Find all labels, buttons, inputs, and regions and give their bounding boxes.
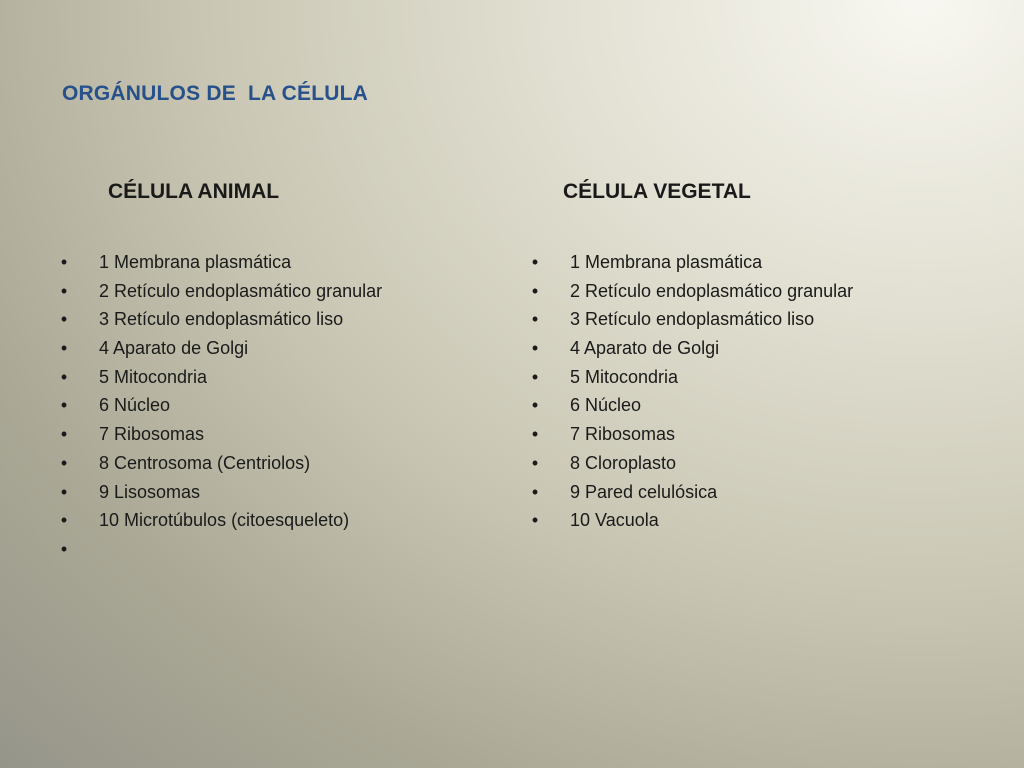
- list-item: [58, 420, 382, 449]
- bullet-icon: •: [531, 395, 539, 416]
- list-item-text: 7 Ribosomas: [99, 424, 205, 445]
- list-item: [529, 391, 853, 420]
- list-item: [58, 334, 382, 363]
- list-item-text: 2 Retículo endoplasmático granular: [570, 280, 854, 301]
- bullet-icon: •: [60, 366, 68, 387]
- list-item-text: 9 Lisosomas: [99, 481, 201, 502]
- list-item-text: 4 Aparato de Golgi: [570, 338, 720, 359]
- list-item: [529, 506, 853, 535]
- bullet-icon: •: [531, 309, 539, 330]
- list-item: [529, 305, 853, 334]
- bullet-icon: •: [531, 424, 539, 445]
- bullet-icon: •: [60, 538, 68, 559]
- animal-cell-heading: CÉLULA ANIMAL: [108, 180, 280, 203]
- list-item: [529, 277, 853, 306]
- list-item-text: 1 Membrana plasmática: [570, 252, 763, 272]
- list-item-text: 10 Vacuola: [570, 510, 659, 531]
- list-item-text: 3 Retículo endoplasmático liso: [99, 309, 344, 330]
- bullet-icon: •: [531, 338, 539, 359]
- list-item: [58, 478, 382, 507]
- bullet-icon: •: [60, 338, 68, 359]
- bullet-icon: •: [60, 309, 68, 330]
- list-item-text: 5 Mitocondria: [570, 366, 679, 387]
- plant-organelle-list: [529, 248, 853, 535]
- bullet-icon: •: [60, 452, 68, 473]
- bullet-icon: •: [60, 424, 68, 445]
- bullet-icon: •: [60, 481, 68, 502]
- bullet-icon: •: [60, 510, 68, 531]
- list-item-text: 3 Retículo endoplasmático liso: [570, 309, 815, 330]
- bullet-icon: •: [60, 280, 68, 301]
- list-item-text: 8 Cloroplasto: [570, 452, 677, 473]
- bullet-icon: •: [60, 252, 68, 272]
- slide-title: ORGÁNULOS DE LA CÉLULA: [62, 82, 368, 105]
- list-item-text: 6 Núcleo: [570, 395, 642, 416]
- list-item: [58, 449, 382, 478]
- list-item-text: 5 Mitocondria: [99, 366, 208, 387]
- list-item-text: 10 Microtúbulos (citoesqueleto): [99, 510, 350, 531]
- bullet-icon: •: [60, 395, 68, 416]
- list-item: [529, 478, 853, 507]
- list-item-text: 9 Pared celulósica: [570, 481, 718, 502]
- list-item: [529, 248, 853, 277]
- list-item: [529, 363, 853, 392]
- list-item: [529, 449, 853, 478]
- plant-cell-heading: CÉLULA VEGETAL: [563, 180, 751, 203]
- list-item: [58, 277, 382, 306]
- list-item: [529, 334, 853, 363]
- bullet-icon: •: [531, 252, 539, 272]
- bullet-icon: •: [531, 280, 539, 301]
- list-item-empty: [58, 535, 382, 564]
- list-item-text: 2 Retículo endoplasmático granular: [99, 280, 383, 301]
- list-item: [58, 391, 382, 420]
- list-item: [58, 305, 382, 334]
- list-item: [58, 506, 382, 535]
- bullet-icon: •: [531, 481, 539, 502]
- bullet-icon: •: [531, 510, 539, 531]
- list-item-text: 1 Membrana plasmática: [99, 252, 292, 272]
- list-item-text: 6 Núcleo: [99, 395, 171, 416]
- list-item: [529, 420, 853, 449]
- bullet-icon: •: [531, 366, 539, 387]
- list-item-text: 7 Ribosomas: [570, 424, 676, 445]
- animal-organelle-list: [58, 248, 382, 564]
- list-item: [58, 363, 382, 392]
- list-item-text: 4 Aparato de Golgi: [99, 338, 249, 359]
- bullet-icon: •: [531, 452, 539, 473]
- list-item: [58, 248, 382, 277]
- list-item-text: 8 Centrosoma (Centriolos): [99, 452, 311, 473]
